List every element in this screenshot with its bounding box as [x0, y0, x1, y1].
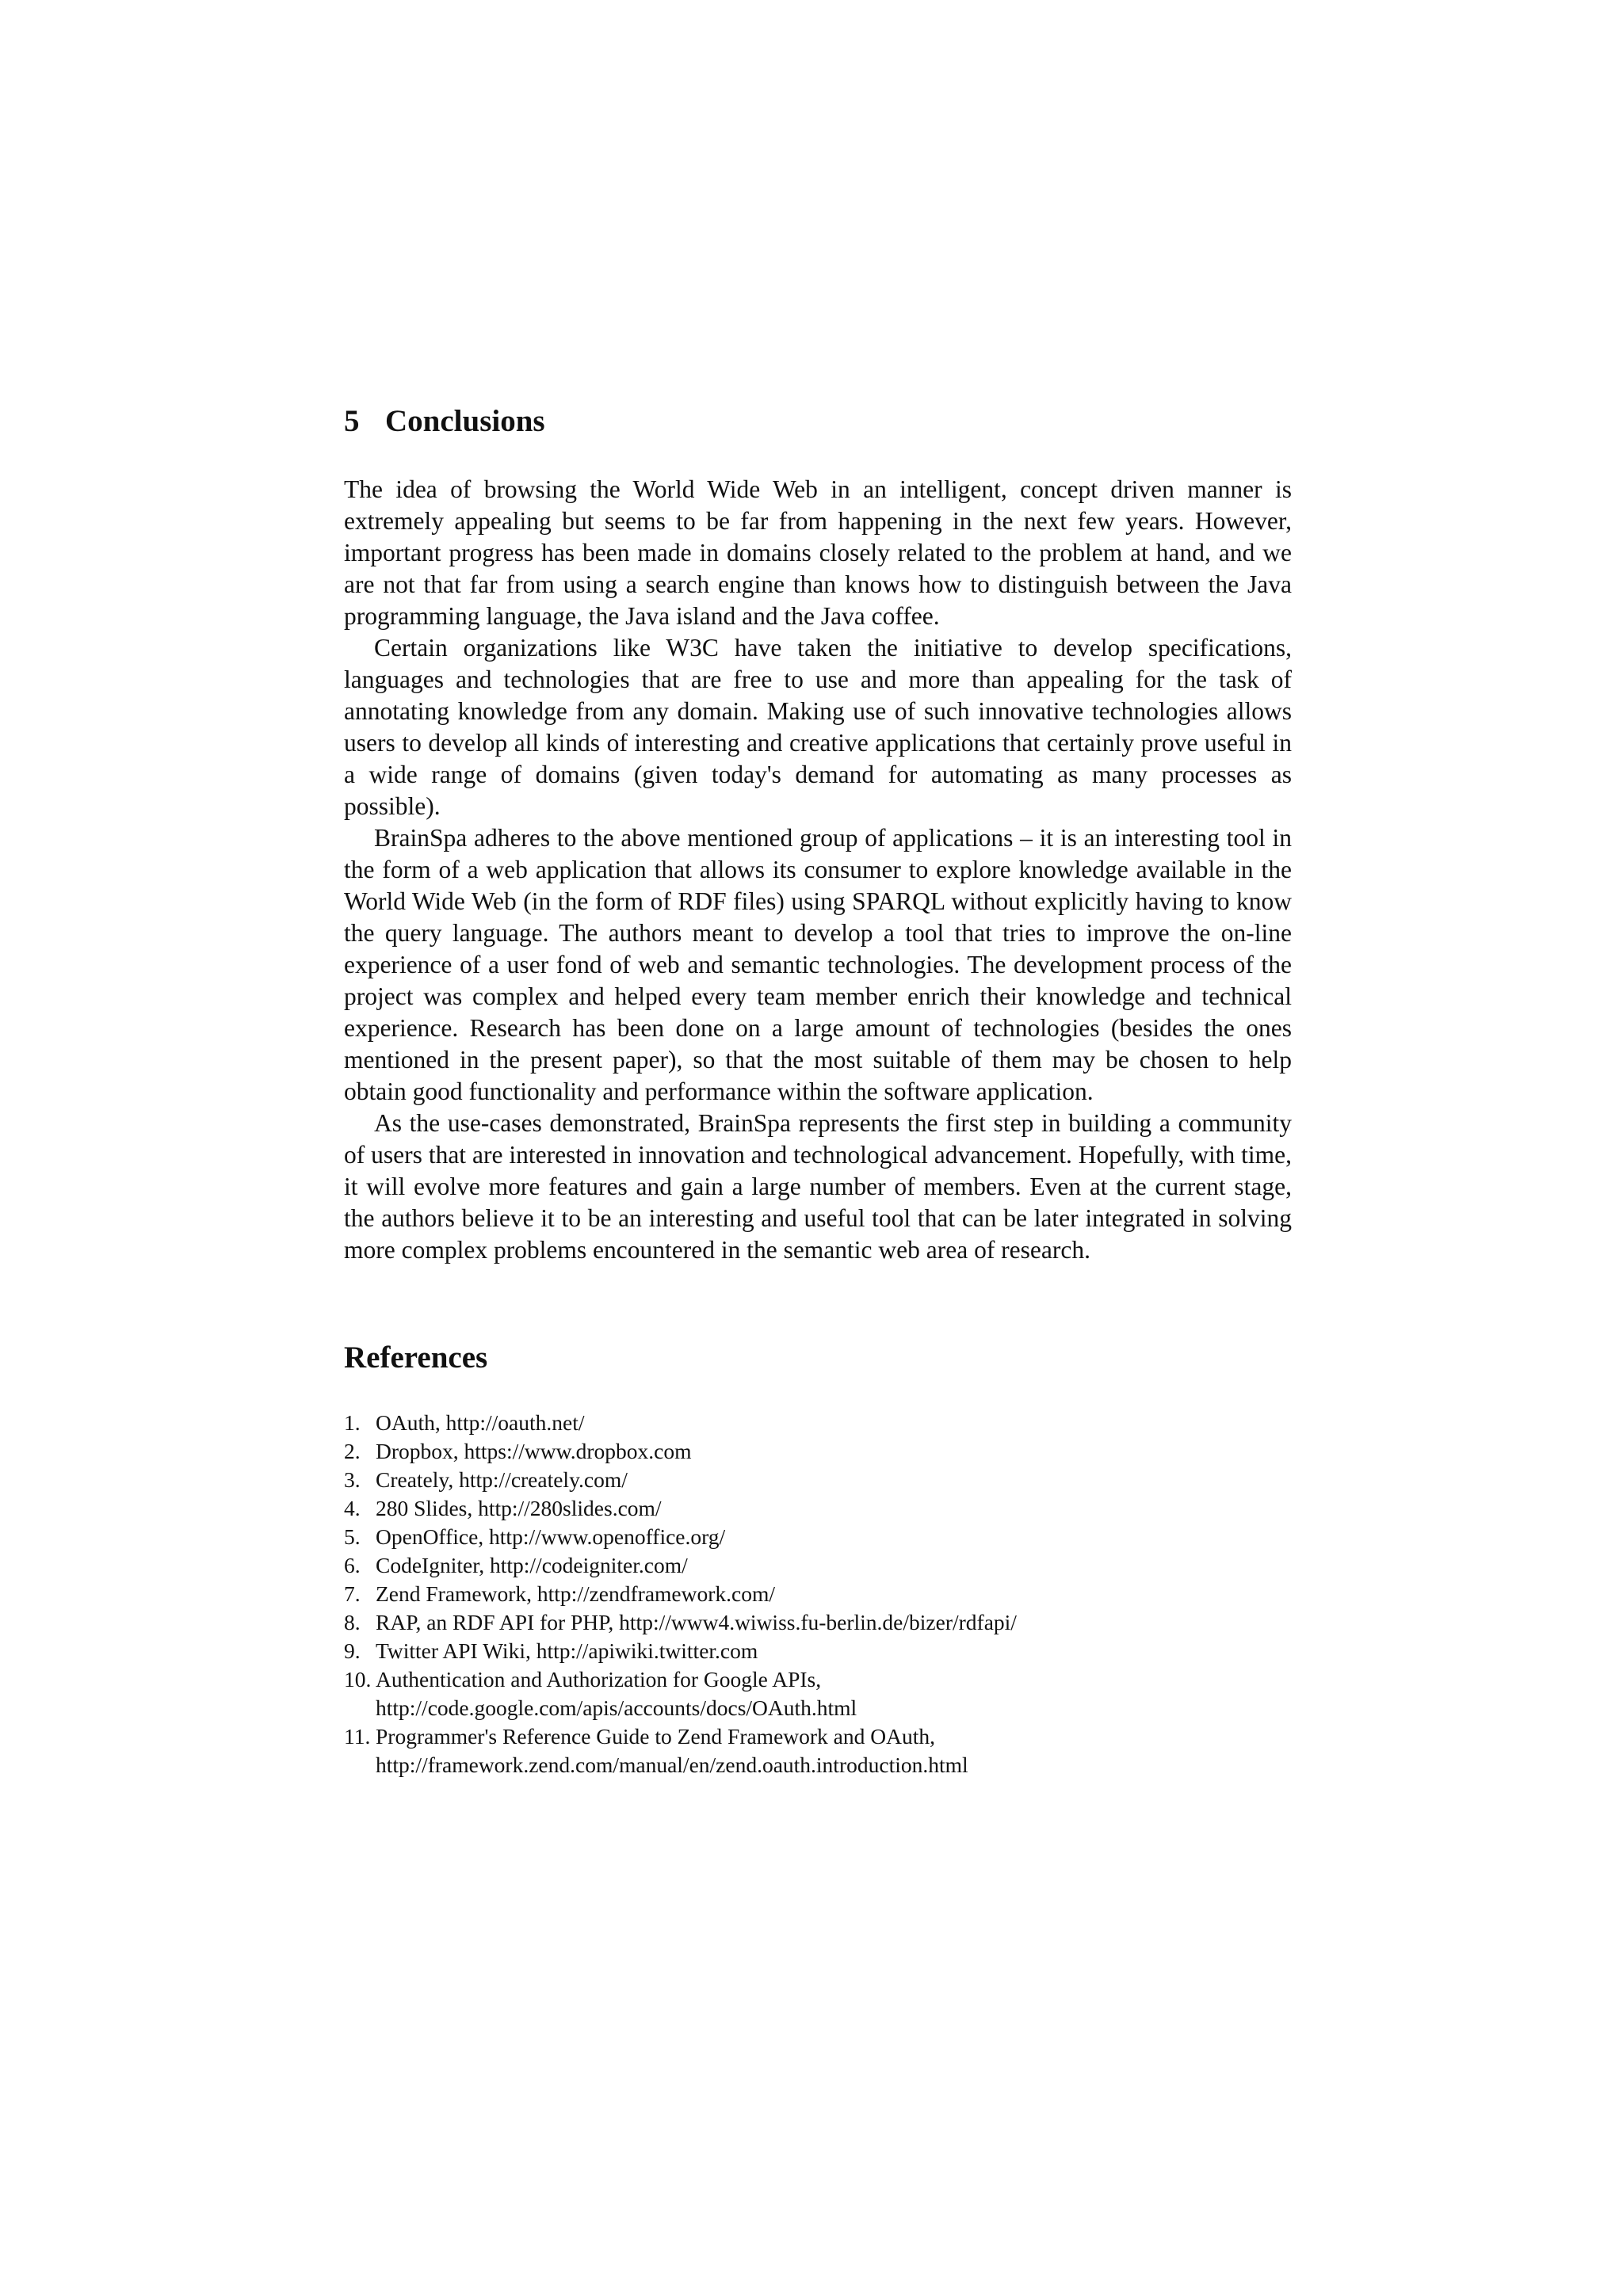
section-title: Conclusions: [385, 404, 545, 438]
reference-text: [376, 1637, 1292, 1665]
reference-line: OAuth, http://oauth.net/: [376, 1410, 585, 1435]
reference-item: [344, 1551, 1292, 1580]
reference-text: [376, 1608, 1292, 1637]
reference-text: [376, 1580, 1292, 1608]
paragraph: As the use-cases demonstrated, BrainSpa represents the first step in building a community of users that are interested in innovation and technological advancement. Hopefully, with time, it will evolve more features and gain a large number of members. Even at the current stage, the authors believe it to be an interesting and useful tool that can be later integrated in solving more complex problems encountered in the semantic web area of research.: [344, 1109, 1292, 1264]
reference-text: [376, 1722, 1292, 1779]
reference-number: 10.: [344, 1667, 372, 1691]
reference-item: [344, 1494, 1292, 1523]
reference-line: Zend Framework, http://zendframework.com/: [376, 1581, 776, 1606]
reference-number: 7.: [344, 1581, 361, 1606]
paragraph: Certain organizations like W3C have taken the initiative to develop specifications, languages and technologies that are free to use and more than appealing for the task of annotating knowledge from any domain. Making use of such innovative technologies allows users to develop all kinds of interesting and creative applications that certainly prove useful in a wide range of domains (given today's demand for automating as many processes as possible).: [344, 634, 1292, 820]
reference-number: 2.: [344, 1439, 361, 1463]
reference-text: [376, 1409, 1292, 1437]
reference-number: 8.: [344, 1610, 361, 1634]
reference-line: Dropbox, https://www.dropbox.com: [376, 1439, 692, 1463]
reference-number: 4.: [344, 1496, 361, 1520]
reference-line: RAP, an RDF API for PHP, http://www4.wiwiss.fu-berlin.de/bizer/rdfapi/: [376, 1610, 1017, 1634]
reference-item: [344, 1409, 1292, 1437]
paragraph: The idea of browsing the World Wide Web in an intelligent, concept driven manner is extremely appealing but seems to be far from happening in the next few years. However, important progress has been made in domains closely related to the problem at hand, and we are not that far from using a search engine than knows how to distinguish between the Java programming language, the Java island and the Java coffee.: [344, 475, 1292, 630]
reference-line: Programmer's Reference Guide to Zend Framework and OAuth,: [376, 1724, 935, 1749]
reference-number: 3.: [344, 1467, 361, 1492]
reference-text: [376, 1665, 1292, 1722]
references-title: References: [344, 1341, 488, 1375]
reference-list: [344, 1409, 1292, 1779]
reference-number: 5.: [344, 1524, 361, 1549]
reference-text: [376, 1494, 1292, 1523]
conclusions-body: [344, 474, 1292, 1266]
reference-line: Twitter API Wiki, http://apiwiki.twitter.com: [376, 1638, 758, 1663]
reference-text: [376, 1466, 1292, 1494]
reference-line: Creately, http://creately.com/: [376, 1467, 628, 1492]
page-content: [344, 402, 1292, 1779]
references-heading: [344, 1339, 1292, 1377]
reference-item: [344, 1437, 1292, 1466]
reference-line: http://framework.zend.com/manual/en/zend.oauth.introduction.html: [376, 1753, 968, 1777]
reference-text: [376, 1523, 1292, 1551]
reference-item: [344, 1665, 1292, 1722]
reference-text: [376, 1437, 1292, 1466]
reference-item: [344, 1608, 1292, 1637]
conclusions-heading: [344, 402, 1292, 441]
reference-line: Authentication and Authorization for Google APIs,: [376, 1667, 822, 1691]
section-number: 5: [344, 404, 360, 438]
reference-line: http://code.google.com/apis/accounts/docs/OAuth.html: [376, 1695, 857, 1720]
reference-item: [344, 1637, 1292, 1665]
reference-line: OpenOffice, http://www.openoffice.org/: [376, 1524, 726, 1549]
reference-item: [344, 1722, 1292, 1779]
reference-item: [344, 1523, 1292, 1551]
reference-item: [344, 1580, 1292, 1608]
reference-number: 11.: [344, 1724, 371, 1749]
reference-number: 9.: [344, 1638, 361, 1663]
reference-line: CodeIgniter, http://codeigniter.com/: [376, 1553, 688, 1577]
reference-number: 1.: [344, 1410, 361, 1435]
paragraph: BrainSpa adheres to the above mentioned group of applications – it is an interesting tool in the form of a web application that allows its consumer to explore knowledge available in the World Wide Web (in the form of RDF files) using SPARQL without explicitly having to know the query language. The authors meant to develop a tool that tries to improve the on-line experience of a user fond of web and semantic technologies. The development process of the project was complex and helped every team member enrich their knowledge and technical experience. Research has been done on a large amount of technologies (besides the ones mentioned in the present paper), so that the most suitable of them may be chosen to help obtain good functionality and performance within the software application.: [344, 824, 1292, 1105]
reference-text: [376, 1551, 1292, 1580]
reference-number: 6.: [344, 1553, 361, 1577]
reference-line: 280 Slides, http://280slides.com/: [376, 1496, 662, 1520]
reference-item: [344, 1466, 1292, 1494]
